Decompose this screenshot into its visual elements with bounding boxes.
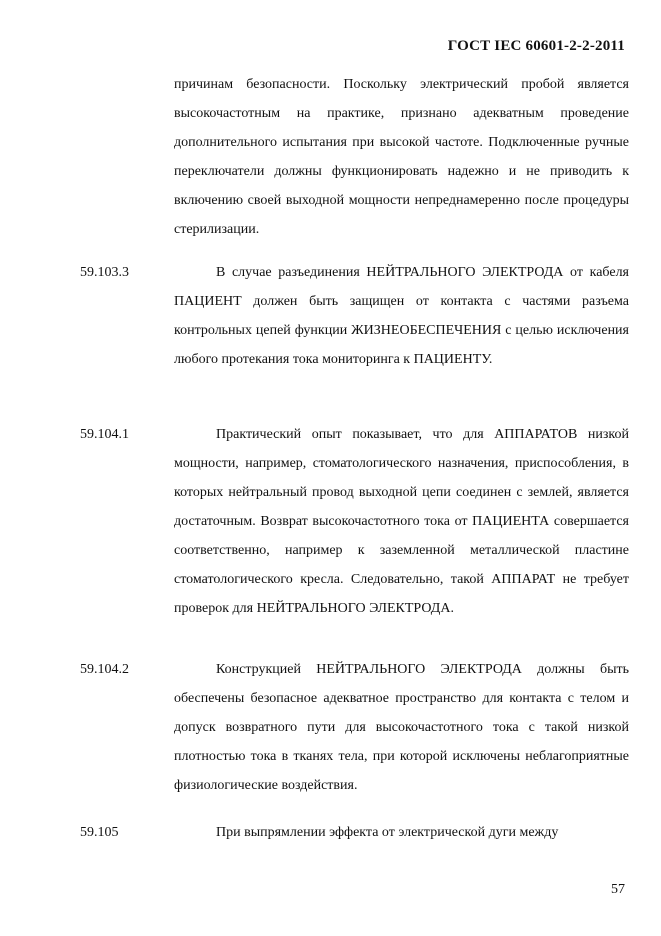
clause-text: В случае разъединения НЕЙТРАЛЬНОГО ЭЛЕКТРОДА от кабеля ПАЦИЕНТ должен быть защищен от контакта с частями разъема контрольных цепей функции ЖИЗНЕОБЕСПЕЧЕНИЯ с целью исключения любого протекания тока мониторинга к ПАЦИЕНТУ. (174, 265, 629, 367)
clause-number: 59.104.1 (80, 427, 129, 442)
clause-number: 59.103.3 (80, 265, 129, 280)
clause-text: При выпрямлении эффекта от электрической дуги между (216, 825, 559, 840)
clause-number: 59.105 (80, 825, 119, 840)
clause-text: Конструкцией НЕЙТРАЛЬНОГО ЭЛЕКТРОДА должны быть обеспечены безопасное адекватное пространство для контакта с телом и допуск возвратного пути для высокочастотного тока с такой низкой плотностью тока в тканях тела, при которой исключены неблагоприятные физиологические воздействия. (174, 662, 629, 793)
document-header: ГОСТ IEC 60601-2-2-2011 (447, 38, 625, 54)
clause-number: 59.104.2 (80, 662, 129, 677)
page-number: 57 (611, 882, 625, 897)
intro-paragraph: причинам безопасности. Поскольку электрический пробой является высокочастотным на практике, признано адекватным проведение дополнительного испытания при высокой частоте. Подключенные ручные переключатели должны функционировать надежно и не приводить к включению своей выходной мощности непреднамеренно после процедуры стерилизации. (174, 77, 629, 237)
clause-text: Практический опыт показывает, что для АППАРАТОВ низкой мощности, например, стоматологического назначения, приспособления, в которых нейтральный провод выходной цепи соединен с землей, является достаточным. Возврат высокочастотного тока от ПАЦИЕНТА совершается соответственно, например к заземленной металлической пластине стоматологического кресла. Следовательно, такой АППАРАТ не требует проверок для НЕЙТРАЛЬНОГО ЭЛЕКТРОДА. (174, 427, 629, 616)
